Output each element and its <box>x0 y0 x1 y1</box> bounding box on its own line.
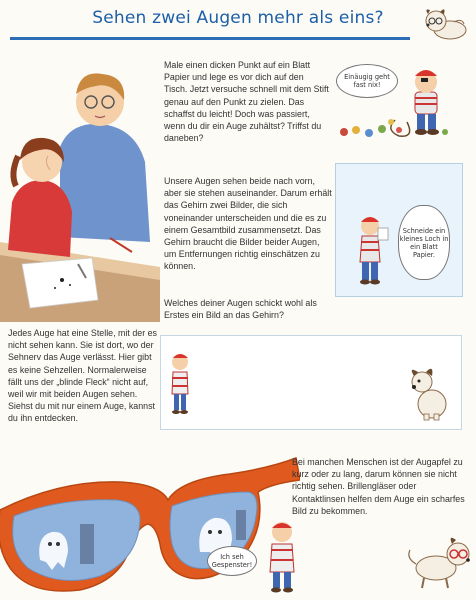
speech-bubble-one-eyed: Einäugig geht fast nix! <box>336 64 398 98</box>
glasses-illustration <box>0 440 300 600</box>
speech-bubble-ghosts: Ich seh Gespenster! <box>207 546 257 576</box>
page-title: Sehen zwei Augen mehr als eins? <box>92 8 384 28</box>
children-at-table-illustration <box>0 52 160 322</box>
paragraph-two-images: Unsere Augen sehen beide nach vorn, aber sie stehen auseinander. Darum erhält das Gehirn zwei Bilder, die sich voneinander unterscheiden und die es zu einem Gesamtbild zusammensetzt. Das Gehirn braucht die Bilder beider Augen, um Entfernungen richtig einschätzen zu können. <box>164 176 332 272</box>
boy-looking-illustration <box>262 516 304 596</box>
marbles-illustration <box>336 118 396 142</box>
speech-bubble-cut-hole: Schneide ein kleines Loch in ein Blatt Papier. <box>398 205 450 280</box>
title-underline <box>10 37 410 40</box>
blind-spot-boy-illustration <box>168 348 192 418</box>
paragraph-pen-experiment: Male einen dicken Punkt auf ein Blatt Papier und lege es vor dich auf den Tisch. Jetzt versuche schnell mit dem Stift genau auf den Punkt zu zielen. Das schaffst du leicht! Doch was passiert, wenn du dir ein Auge zuhältst? Triffst du daneben? <box>164 60 329 144</box>
boy-with-paper-illustration <box>350 210 390 290</box>
paragraph-blind-spot: Jedes Auge hat eine Stelle, mit der es nicht sehen kann. Sie ist dort, wo der Sehnerv das Auge verlässt. Hier gibt es keine Sehzellen. Normalerweise fällt uns der „blinde Fleck“ nicht auf, weil wir mit beiden Augen sehen. Siehst du mit nur einem Auge, kannst du ihn entdecken. <box>8 328 157 424</box>
pirate-boy-illustration <box>385 60 470 140</box>
blind-spot-dog-illustration <box>406 366 452 422</box>
paragraph-glasses: Bei manchen Menschen ist der Augapfel zu kurz oder zu lang, darum können sie nicht richtig sehen. Brillengläser oder Kontaktlinsen helfen dem Auge ein scharfes Bild zu bekommen. <box>292 457 465 516</box>
dog-mascot-illustration <box>420 4 472 42</box>
paragraph-which-eye: Welches deiner Augen schickt wohl als Erstes ein Bild an das Gehirn? <box>164 298 317 321</box>
dog-with-glasses-illustration <box>400 528 472 592</box>
